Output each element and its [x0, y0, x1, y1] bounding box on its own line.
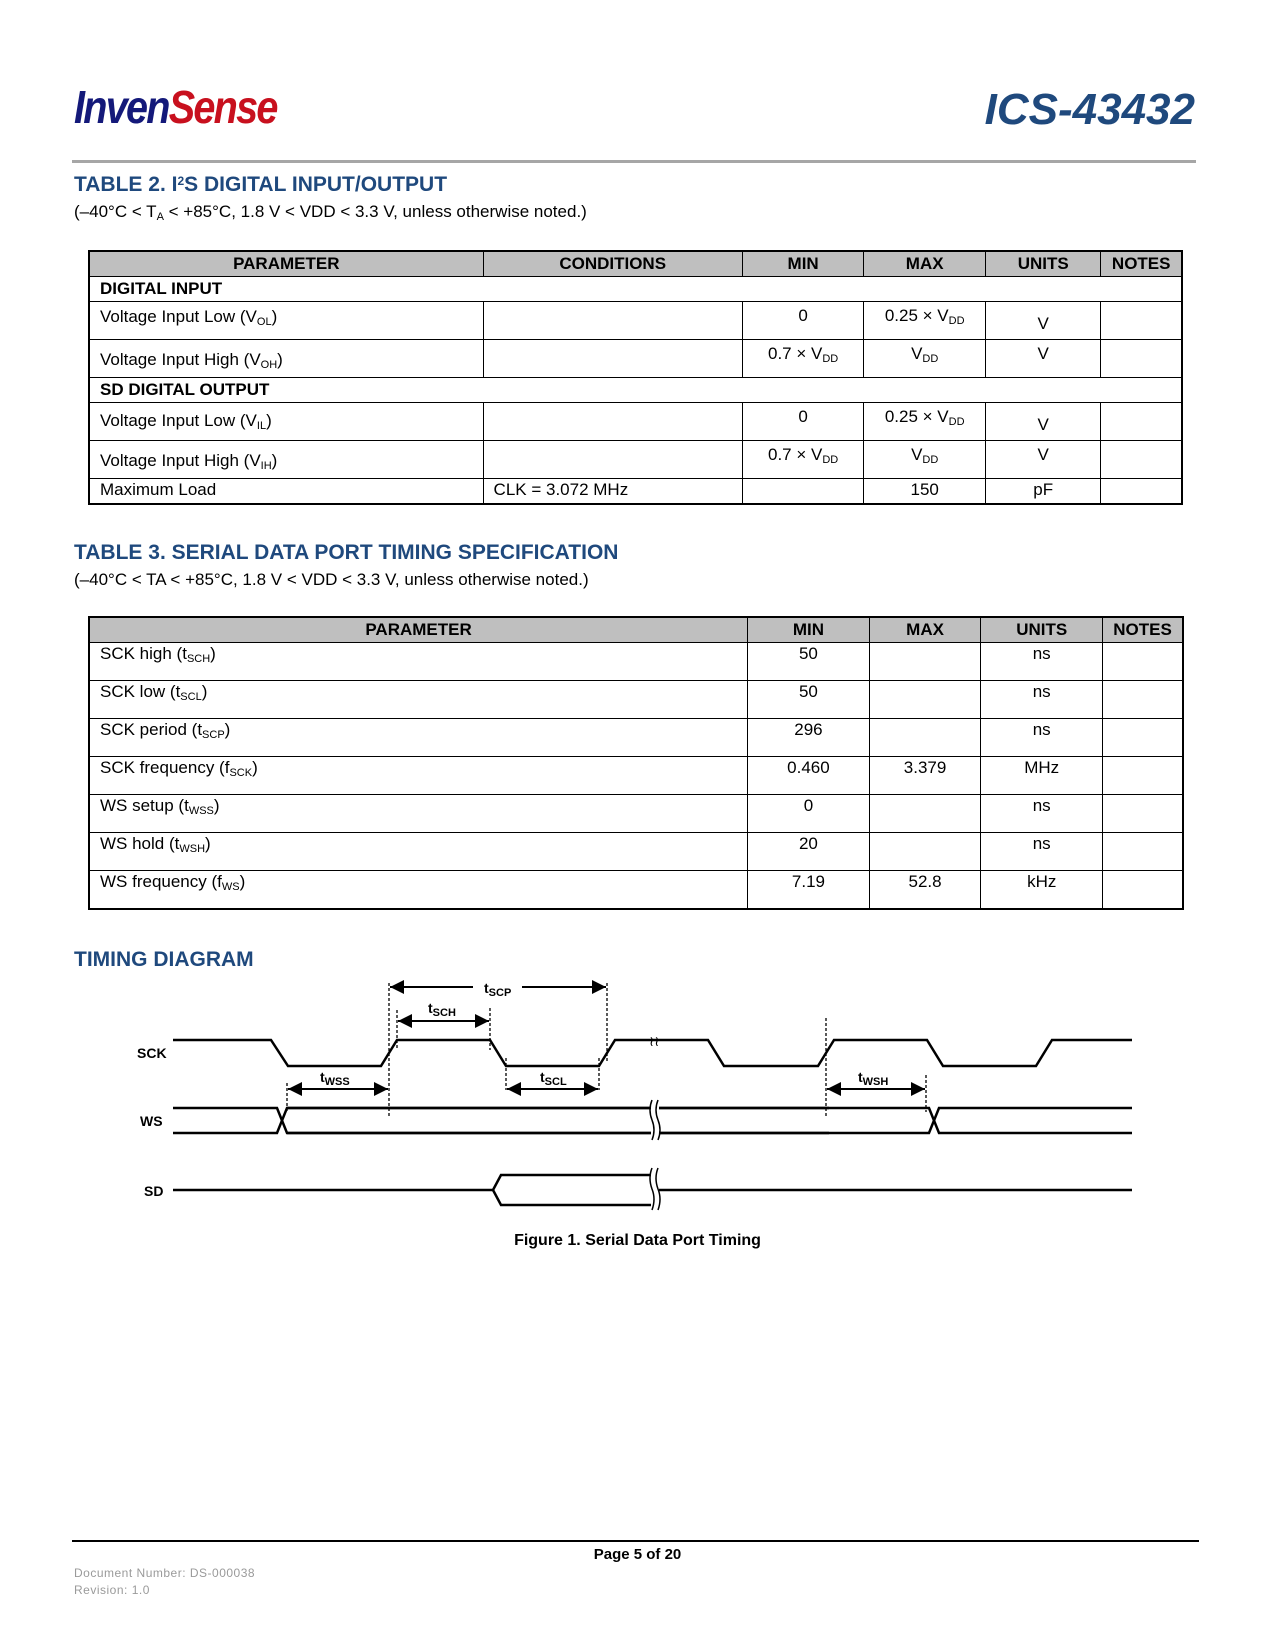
notes-cell	[1103, 757, 1183, 795]
table-row	[89, 479, 1182, 504]
col-header: MAX	[869, 617, 981, 643]
param-cell: SCK low (tSCL)	[89, 681, 748, 719]
min-cell: 50	[748, 643, 870, 681]
table-row	[89, 795, 1183, 833]
notes-cell	[1101, 441, 1182, 479]
table3-heading: TABLE 3. SERIAL DATA PORT TIMING SPECIFICATION	[74, 541, 619, 564]
page-number: Page 5 of 20	[593, 1546, 682, 1563]
table2-digital-io	[88, 250, 1183, 505]
param-cell: SCK frequency (fSCK)	[89, 757, 748, 795]
units-cell: ns	[981, 643, 1103, 681]
document-number: Document Number: DS-000038	[74, 1566, 256, 1580]
notes-cell	[1103, 833, 1183, 871]
min-cell: 0.7 × VDD	[742, 441, 864, 479]
max-cell: 3.379	[869, 757, 981, 795]
twss-label: $t_{WSS}$	[320, 1069, 350, 1088]
units-cell: V	[985, 340, 1100, 378]
units-cell: V	[985, 403, 1100, 441]
param-cell: SCK high (tSCH)	[89, 643, 748, 681]
table-row	[89, 441, 1182, 479]
min-cell	[742, 479, 864, 504]
table2-heading-sup: 2	[177, 174, 185, 188]
cond-text: (–40°C < T	[74, 202, 157, 221]
table-row	[89, 757, 1183, 795]
param-cell: WS hold (tWSH)	[89, 833, 748, 871]
min-cell: 0	[742, 403, 864, 441]
param-cell: WS frequency (fWS)	[89, 871, 748, 909]
signal-label-sck: SCK	[137, 1045, 167, 1061]
param-cell: Voltage Input Low (VOL)	[89, 302, 483, 340]
conditions-cell	[483, 302, 742, 340]
logo-part-inven: Inven	[74, 81, 169, 133]
cond-text: < +85°C, 1.8 V < VDD < 3.3 V, unless otherwise noted.)	[163, 202, 587, 221]
table2-heading	[74, 174, 447, 195]
tscp-label: $t_{SCP}$	[484, 980, 512, 999]
header-divider	[72, 160, 1196, 163]
units-cell: MHz	[981, 757, 1103, 795]
break-gap	[650, 1100, 660, 1210]
notes-cell	[1101, 340, 1182, 378]
notes-cell	[1103, 681, 1183, 719]
max-cell: 52.8	[869, 871, 981, 909]
max-cell: VDD	[864, 340, 986, 378]
figure-caption: Figure 1. Serial Data Port Timing	[514, 1232, 761, 1249]
table-row	[89, 302, 1182, 340]
cond-sub: A	[156, 211, 164, 223]
table-row	[89, 719, 1183, 757]
units-cell: ns	[981, 795, 1103, 833]
max-cell: VDD	[864, 441, 986, 479]
conditions-cell	[483, 340, 742, 378]
reference-lines	[287, 983, 926, 1118]
twsh-label: $t_{WSH}$	[858, 1069, 889, 1088]
break-mark-icon: ≀≀	[649, 1034, 660, 1050]
signal-label-sd: SD	[144, 1183, 164, 1199]
notes-cell	[1101, 302, 1182, 340]
tsch-label: $t_{SCH}$	[428, 1000, 456, 1019]
tscl-label: $t_{SCL}$	[540, 1069, 567, 1088]
table3-timing-spec	[88, 616, 1184, 910]
table-row	[89, 833, 1183, 871]
table-row	[89, 871, 1183, 909]
invensense-logo	[74, 81, 277, 133]
group-label: SD DIGITAL OUTPUT	[89, 378, 1182, 403]
table-row	[89, 643, 1183, 681]
max-cell	[869, 795, 981, 833]
footer-divider	[72, 1540, 1199, 1542]
min-cell: 296	[748, 719, 870, 757]
col-header: UNITS	[981, 617, 1103, 643]
max-cell: 150	[864, 479, 986, 504]
signal-label-ws: WS	[140, 1113, 163, 1129]
table-header-row	[89, 251, 1182, 277]
notes-cell	[1103, 871, 1183, 909]
table-row	[89, 340, 1182, 378]
param-cell: Voltage Input Low (VIL)	[89, 403, 483, 441]
max-cell	[869, 719, 981, 757]
max-cell	[869, 833, 981, 871]
param-cell: WS setup (tWSS)	[89, 795, 748, 833]
units-cell: V	[985, 302, 1100, 340]
col-header: MIN	[748, 617, 870, 643]
units-cell: ns	[981, 681, 1103, 719]
notes-cell	[1101, 403, 1182, 441]
units-cell: pF	[985, 479, 1100, 504]
table-row	[89, 403, 1182, 441]
col-header: PARAMETER	[89, 617, 748, 643]
timing-diagram	[0, 975, 1275, 1235]
param-cell: Voltage Input High (VIH)	[89, 441, 483, 479]
col-header: CONDITIONS	[483, 251, 742, 277]
col-header: MIN	[742, 251, 864, 277]
document-title: ICS-43432	[984, 85, 1195, 134]
conditions-cell	[483, 403, 742, 441]
param-cell: SCK period (tSCP)	[89, 719, 748, 757]
table2-heading-prefix: TABLE 2. I	[74, 173, 178, 196]
col-header: NOTES	[1101, 251, 1182, 277]
logo-part-sense: Sense	[168, 81, 277, 133]
min-cell: 7.19	[748, 871, 870, 909]
units-cell: kHz	[981, 871, 1103, 909]
units-cell: ns	[981, 719, 1103, 757]
revision: Revision: 1.0	[74, 1583, 150, 1597]
min-cell: 0	[742, 302, 864, 340]
max-cell: 0.25 × VDD	[864, 302, 986, 340]
conditions-cell: CLK = 3.072 MHz	[483, 479, 742, 504]
max-cell	[869, 643, 981, 681]
col-header: NOTES	[1103, 617, 1183, 643]
min-cell: 50	[748, 681, 870, 719]
group-row	[89, 378, 1182, 403]
group-row	[89, 277, 1182, 302]
max-cell: 0.25 × VDD	[864, 403, 986, 441]
notes-cell	[1103, 719, 1183, 757]
min-cell: 0.460	[748, 757, 870, 795]
units-cell: ns	[981, 833, 1103, 871]
col-header: MAX	[864, 251, 986, 277]
notes-cell	[1103, 795, 1183, 833]
param-cell: Maximum Load	[89, 479, 483, 504]
table-header-row	[89, 617, 1183, 643]
param-cell: Voltage Input High (VOH)	[89, 340, 483, 378]
col-header: UNITS	[985, 251, 1100, 277]
max-cell	[869, 681, 981, 719]
units-cell: V	[985, 441, 1100, 479]
notes-cell	[1101, 479, 1182, 504]
min-cell: 20	[748, 833, 870, 871]
conditions-cell	[483, 441, 742, 479]
group-label: DIGITAL INPUT	[89, 277, 1182, 302]
col-header: PARAMETER	[89, 251, 483, 277]
timing-diagram-heading: TIMING DIAGRAM	[74, 948, 254, 971]
notes-cell	[1103, 643, 1183, 681]
table-row	[89, 681, 1183, 719]
table2-conditions	[74, 203, 587, 223]
table2-heading-suffix: S DIGITAL INPUT/OUTPUT	[184, 173, 448, 196]
min-cell: 0	[748, 795, 870, 833]
table3-conditions: (–40°C < TA < +85°C, 1.8 V < VDD < 3.3 V, unless otherwise noted.)	[74, 570, 589, 589]
min-cell: 0.7 × VDD	[742, 340, 864, 378]
